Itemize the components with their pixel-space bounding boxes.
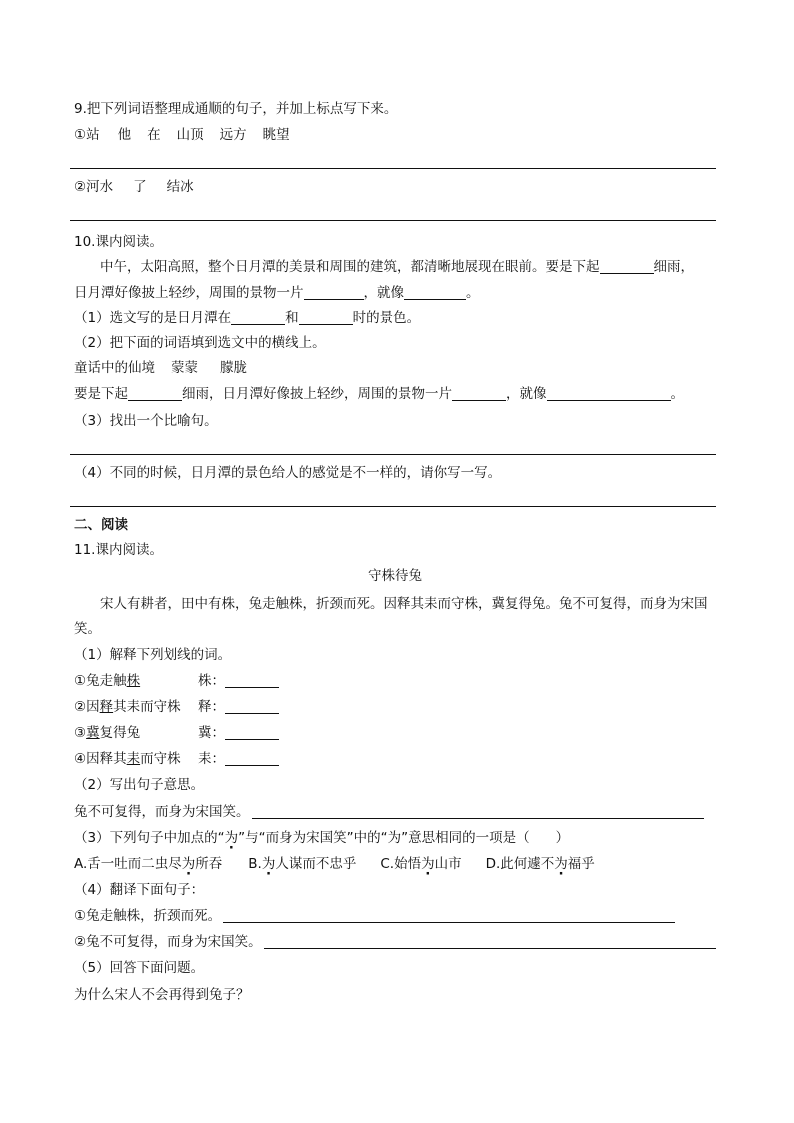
q9-title: 9.把下列词语整理成通顺的句子，并加上标点写下来。 xyxy=(74,101,398,117)
question-text: ①兔走触株，折颈而死。 xyxy=(74,908,222,924)
vocab-text: ①兔走触 xyxy=(74,673,127,689)
word-bank-item: 朦胧 xyxy=(220,360,247,376)
vocab-text: ③ xyxy=(74,725,87,741)
answer-line[interactable] xyxy=(70,454,716,455)
blank[interactable] xyxy=(600,259,654,274)
q11-sub4: （4）翻译下面句子： xyxy=(74,882,205,898)
q9-word: 山顶 xyxy=(176,127,204,143)
dotted-word: 为 xyxy=(224,830,239,846)
underlined-word: 耒 xyxy=(126,751,141,767)
section-heading: 二、阅读 xyxy=(74,517,128,533)
question-text: ） xyxy=(555,830,570,846)
answer-line[interactable] xyxy=(70,220,716,221)
option-text: C.始悟 xyxy=(380,856,422,872)
answer-line[interactable] xyxy=(70,168,716,169)
vocab-item xyxy=(74,724,140,742)
question-text: 兔不可复得，而身为宋国笑。 xyxy=(74,804,250,820)
q9-word: 结冰 xyxy=(166,179,194,195)
vocab-text: ②因 xyxy=(74,699,100,715)
question-text: ”与“而身为宋国笑”中的“为”意思相同的一项是（ xyxy=(238,830,530,846)
q9-word: 眺望 xyxy=(262,127,290,143)
q11-title: 11.课内阅读。 xyxy=(74,542,163,558)
vocab-key-text: 释： xyxy=(198,699,225,715)
q9-word: 站 xyxy=(86,127,100,143)
dotted-word: 为 xyxy=(181,856,196,872)
vocab-text: 复得兔 xyxy=(99,725,141,741)
q10-title: 10.课内阅读。 xyxy=(74,234,163,250)
blank[interactable] xyxy=(304,285,364,300)
vocab-key-text: 株： xyxy=(198,673,225,689)
option-text: B. xyxy=(248,856,262,872)
blank[interactable] xyxy=(225,751,279,766)
blank[interactable] xyxy=(225,673,279,688)
q11-sub5: （5）回答下面问题。 xyxy=(74,960,205,976)
passage-title: 守株待兔 xyxy=(368,568,422,584)
q11-sub2-sentence xyxy=(74,803,704,821)
option-text: 所吞 xyxy=(195,856,223,872)
question-text: 和 xyxy=(285,310,299,326)
vocab-key xyxy=(198,724,279,742)
option-text: 人谋而不忠乎 xyxy=(275,856,357,872)
question-text: （1）选文写的是日月潭在 xyxy=(74,310,232,326)
q10-word-bank xyxy=(74,359,247,377)
q9-item2-num: ② xyxy=(74,179,87,195)
blank[interactable] xyxy=(452,386,506,401)
q10-sub1 xyxy=(74,309,420,327)
blank[interactable] xyxy=(547,386,671,401)
passage-text: ，就像 xyxy=(363,285,404,301)
q9-item1 xyxy=(74,126,290,144)
dotted-word: 为 xyxy=(261,856,276,872)
blank[interactable] xyxy=(225,699,279,714)
question-text: 要是下起 xyxy=(74,386,128,402)
question-text: ，就像 xyxy=(506,386,547,402)
question-text: 时的景色。 xyxy=(352,310,421,326)
passage-text: 细雨， xyxy=(653,259,694,275)
vocab-text: ④因释其 xyxy=(74,751,127,767)
vocab-item xyxy=(74,672,140,690)
blank[interactable] xyxy=(231,310,285,325)
option-text: 福乎 xyxy=(567,856,595,872)
q11-trans1 xyxy=(74,907,675,925)
blank[interactable] xyxy=(299,310,353,325)
vocab-key xyxy=(198,672,279,690)
vocab-key-text: 耒： xyxy=(198,751,225,767)
q10-sub2: （2）把下面的词语填到选文中的横线上。 xyxy=(74,335,326,351)
q11-options xyxy=(74,855,595,873)
q10-passage-line2 xyxy=(74,284,480,302)
q10-sub3: （3）找出一个比喻句。 xyxy=(74,413,218,429)
q9-item2 xyxy=(74,178,194,196)
underlined-word: 冀 xyxy=(86,725,100,741)
option-b[interactable] xyxy=(248,856,356,872)
question-text: ②兔不可复得，而身为宋国笑。 xyxy=(74,934,262,950)
word-bank-item: 蒙蒙 xyxy=(171,360,198,376)
blank[interactable] xyxy=(264,934,716,949)
vocab-item xyxy=(74,698,181,716)
dotted-word: 为 xyxy=(554,856,568,872)
q9-word: 在 xyxy=(147,127,161,143)
passage-text: 。 xyxy=(466,285,480,301)
answer-line[interactable] xyxy=(70,506,716,507)
q9-word: 远方 xyxy=(219,127,247,143)
option-a[interactable] xyxy=(74,856,222,872)
word-bank-item: 童话中的仙境 xyxy=(74,360,155,376)
blank[interactable] xyxy=(404,285,466,300)
blank[interactable] xyxy=(252,804,704,819)
q11-sub1: （1）解释下列划线的词。 xyxy=(74,647,232,663)
underlined-word: 释 xyxy=(99,699,114,715)
q10-fill-sentence xyxy=(74,385,684,403)
underlined-word: 株 xyxy=(126,673,141,689)
blank[interactable] xyxy=(223,908,675,923)
dotted-word: 为 xyxy=(421,856,435,872)
vocab-text: 其耒而守株 xyxy=(113,699,181,715)
vocab-key-text: 冀： xyxy=(198,725,225,741)
q11-trans2 xyxy=(74,933,716,951)
vocab-key xyxy=(198,750,279,768)
option-d[interactable] xyxy=(486,856,595,872)
option-c[interactable] xyxy=(380,856,461,872)
q9-word: 河水 xyxy=(86,179,114,195)
option-text: D.此何遽不 xyxy=(485,856,555,872)
vocab-text: 而守株 xyxy=(140,751,181,767)
q11-sub2: （2）写出句子意思。 xyxy=(74,777,205,793)
blank[interactable] xyxy=(128,386,182,401)
passage-text: 日月潭好像披上轻纱，周围的景物一片 xyxy=(74,285,304,301)
q10-sub4: （4）不同的时候，日月潭的景色给人的感觉是不一样的，请你写一写。 xyxy=(74,465,502,481)
blank[interactable] xyxy=(225,725,279,740)
q11-passage-line2: 笑。 xyxy=(74,621,101,637)
question-text: （3）下列句子中加点的“ xyxy=(74,830,225,846)
q11-sub3 xyxy=(74,829,569,847)
vocab-key xyxy=(198,698,279,716)
question-text: 细雨，日月潭好像披上轻纱，周围的景物一片 xyxy=(182,386,452,402)
vocab-item xyxy=(74,750,181,768)
q9-item1-num: ① xyxy=(74,127,87,143)
q9-word: 了 xyxy=(133,179,147,195)
passage-text: 中午，太阳高照，整个日月潭的美景和周围的建筑，都清晰地展现在眼前。要是下起 xyxy=(100,259,600,275)
q11-passage-line1: 宋人有耕者，田中有株，兔走触株，折颈而死。因释其耒而守株，冀复得兔。兔不可复得，而身为宋国 xyxy=(100,596,708,612)
question-text: 。 xyxy=(670,386,684,402)
q10-passage-line1 xyxy=(100,258,694,276)
option-text: A.舌一吐而二虫尽 xyxy=(74,856,182,872)
q9-word: 他 xyxy=(117,127,132,143)
option-text: 山市 xyxy=(434,856,462,872)
q11-question: 为什么宋人不会再得到兔子？ xyxy=(74,987,250,1003)
